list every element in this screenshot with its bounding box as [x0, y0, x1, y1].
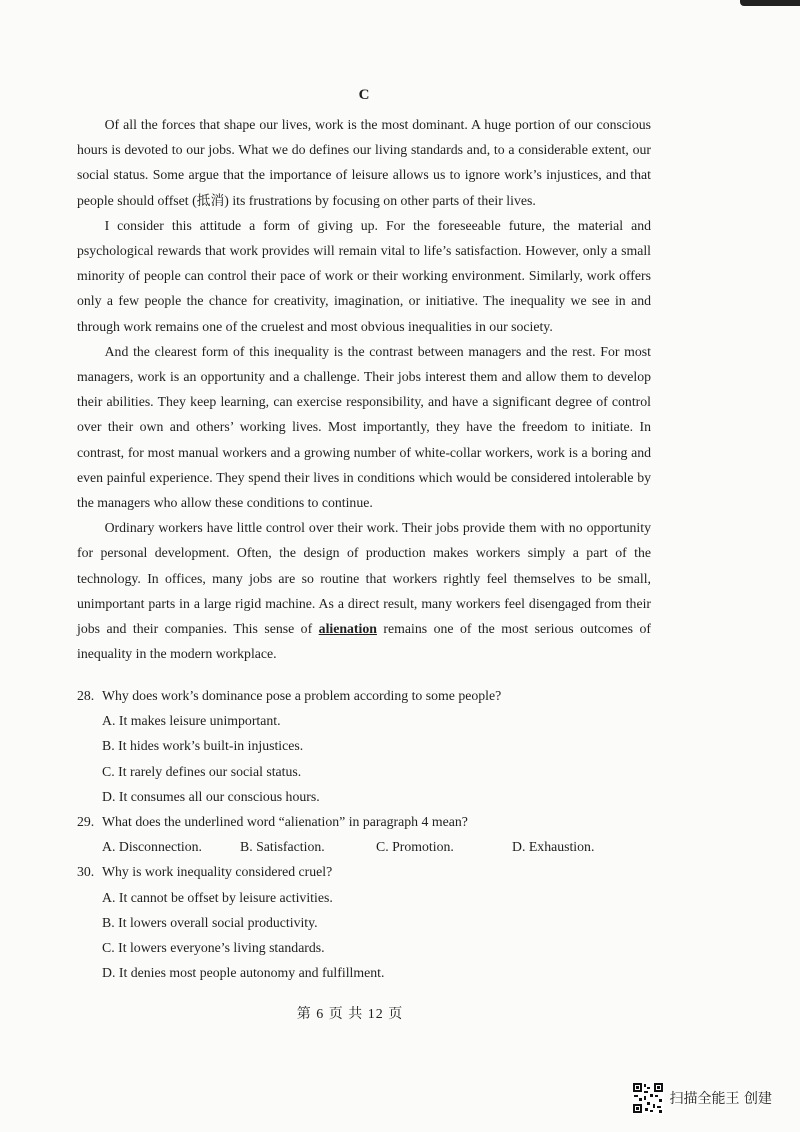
- underlined-word-alienation: alienation: [318, 621, 377, 637]
- answer-option: B. It lowers overall social productivity.: [102, 914, 318, 930]
- paragraph-4-text-start: Ordinary workers have little control over their work. Their jobs provide them with no opportunity for personal development. Often, the design of production makes workers simply a part of the technology. In offices, many jobs are so routine that workers rightly feel themselves to be small, unimportant parts in a large rigid machine. As a direct result, many workers feel disengaged from their jobs and their companies. This sense of: [77, 520, 651, 637]
- scan-corner-mark: [740, 0, 800, 6]
- qr-code-icon: [632, 1082, 664, 1114]
- question-number: 29.: [77, 813, 95, 829]
- answer-option: B. It hides work’s built-in injustices.: [102, 738, 304, 754]
- scanner-credit-text: 扫描全能王 创建: [669, 1091, 772, 1107]
- answer-option: C. It lowers everyone’s living standards.: [102, 939, 325, 955]
- question-text: What does the underlined word “alienation” in paragraph 4 mean?: [102, 813, 468, 829]
- passage-paragraph-4: [77, 515, 651, 666]
- question-text: Why is work inequality considered cruel?: [102, 864, 333, 880]
- answer-option: A. It makes leisure unimportant.: [102, 713, 281, 729]
- question-number: 30.: [77, 864, 95, 880]
- answer-option: C. Promotion.: [376, 839, 454, 855]
- answer-option: A. It cannot be offset by leisure activities.: [102, 889, 333, 905]
- reading-passage: [77, 84, 651, 666]
- scanner-watermark: [632, 1082, 772, 1114]
- question-list: [77, 683, 637, 985]
- answer-option: D. It denies most people autonomy and fulfillment.: [102, 965, 385, 981]
- question-stem: [77, 809, 637, 834]
- answer-option: B. Satisfaction.: [240, 839, 325, 855]
- inline-option-row: [77, 834, 637, 859]
- page-number-footer: 第 6 页 共 12 页: [296, 1007, 404, 1022]
- question-number: 28.: [77, 688, 95, 703]
- answer-option: D. Exhaustion.: [512, 839, 595, 855]
- passage-paragraph-2: I consider this attitude a form of giving up. For the foreseeable future, the material and psychological rewards that work provides will remain vital to life’s satisfaction. However, only a small minority of people can control their pace of work or their working environment. Similarly, work offers only a few people the chance for creativity, imagination, or initiative. The inequality we see in and through work remains one of the cruelest and most obvious inequalities in our society.: [77, 217, 651, 334]
- question-stem: [77, 683, 637, 708]
- question-text: Why does work’s dominance pose a problem according to some people?: [102, 688, 502, 703]
- section-heading: C: [358, 87, 370, 103]
- answer-option: C. It rarely defines our social status.: [102, 763, 302, 779]
- question-stem: [77, 859, 637, 884]
- answer-option: D. It consumes all our conscious hours.: [102, 788, 320, 804]
- passage-paragraph-1: Of all the forces that shape our lives, work is the most dominant. A huge portion of our conscious hours is devoted to our jobs. What we do defines our living standards and, to a considerable extent, our social status. Some argue that the importance of leisure allows us to ignore work’s injustices, and that people should offset (抵消) its frustrations by focusing on other parts of their lives.: [77, 117, 651, 208]
- passage-paragraph-3: And the clearest form of this inequality is the contrast between managers and the rest. For most managers, work is an opportunity and a challenge. Their jobs interest them and allow them to develop their abilities. They keep learning, can exercise responsibility, and have a significant degree of control over their own and others’ working lives. Most importantly, they have the freedom to initiate. In contrast, for most manual workers and a growing number of white-collar workers, work is a boring and even painful experience. They spend their lives in conditions which would be considered intolerable by the managers who allow these conditions to continue.: [77, 343, 651, 511]
- paragraph-4-text-end: remains one of the most serious outcomes of inequality in the modern workplace.: [77, 621, 651, 662]
- answer-option: A. Disconnection.: [102, 839, 203, 855]
